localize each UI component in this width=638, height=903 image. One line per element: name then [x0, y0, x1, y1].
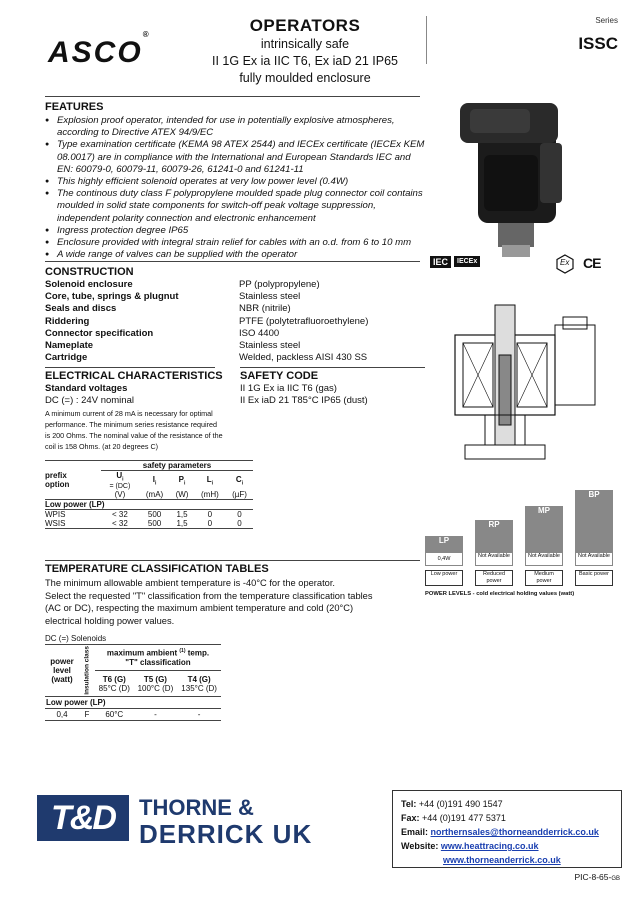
- std-voltages: Standard voltages: [45, 383, 128, 394]
- subtitle-3: fully moulded enclosure: [239, 71, 371, 85]
- tel-line: Tel: +44 (0)191 490 1547: [401, 799, 503, 809]
- feature-item: ● This highly efficient solenoid operates at very low power level (0.4W): [45, 176, 425, 188]
- power-value: Not Available: [525, 552, 563, 566]
- safety-line-1: II 1G Ex ia IIC T6 (gas): [240, 383, 337, 394]
- power-levels-caption: POWER LEVELS - cold electrical holding values (watt): [425, 591, 575, 597]
- iec-mark: IEC: [430, 256, 451, 268]
- power-value: Not Available: [575, 552, 613, 566]
- divider: [45, 96, 420, 97]
- table-row: WSIS < 32 500 1,5 0 0: [45, 518, 242, 528]
- fax-line: Fax: +44 (0)191 477 5371: [401, 813, 506, 823]
- col-c: $C_i$: [235, 474, 244, 487]
- power-bar-mp: MP: [525, 506, 563, 566]
- dc-solenoids-caption: DC (=) Solenoids: [45, 634, 107, 643]
- website-line: Website: www.heattracing.co.uk: [401, 841, 539, 851]
- dc-nominal: DC (=) : 24V nominal: [45, 395, 134, 406]
- website-link-2[interactable]: www.thorneanderrick.co.uk: [443, 855, 561, 865]
- header-divider: [426, 16, 427, 64]
- features-list: [45, 115, 425, 261]
- power-bar-lp: LP: [425, 536, 463, 566]
- temperature-text: The minimum allowable ambient temperature is -40°C for the operator. Select the requested "T" classification from the temperature classification tables (AC or DC), respecting the maximum ambient temperature and cold (20°C) electrical holding power values.: [45, 578, 373, 626]
- feature-item: ● Enclosure provided with integral strain relief for cables with an o.d. from 6 to 10 mm: [45, 237, 425, 249]
- col-p: $P_i$: [178, 474, 186, 487]
- features-heading: FEATURES: [45, 101, 104, 113]
- power-label: Medium power: [525, 570, 563, 586]
- section-label: Low power (LP): [45, 696, 221, 708]
- electrical-heading: ELECTRICAL CHARACTERISTICS: [45, 370, 223, 382]
- temperature-heading: TEMPERATURE CLASSIFICATION TABLES: [45, 563, 269, 575]
- feature-item: ● Type examination certificate (KEMA 98 ATEX 2544) and IECEx certificate (IECEx KEM 08.0017) are in compliance with the International and European Standards IEC and EN: 60079-0, 60079-11, 60079-26, 61241-0 and 61241-11: [45, 139, 425, 176]
- class-t5: T5 (G) 100°C (D): [137, 674, 174, 693]
- email-link[interactable]: northernsales@thorneandderrick.co.uk: [430, 827, 599, 837]
- construction-row: Connector specification ISO 4400: [45, 327, 280, 339]
- power-bar-bp: BP: [575, 490, 613, 566]
- unit: (W): [175, 489, 189, 499]
- power-level-header: power level (watt): [50, 656, 74, 684]
- construction-row: Core, tube, springs & plugnut Stainless steel: [45, 291, 301, 303]
- series-label: Series: [595, 16, 618, 25]
- feature-item: ● A wide range of valves can be supplied with the operator: [45, 249, 425, 261]
- col-l: $L_i$: [206, 474, 214, 487]
- table-row: 0,4 F 60°C - -: [56, 709, 201, 719]
- safety-parameters-table: [45, 460, 253, 529]
- construction-row: Seals and discs NBR (nitrile): [45, 303, 291, 315]
- page-title: OPERATORS: [249, 16, 361, 35]
- power-label: Reduced power: [475, 570, 513, 586]
- feature-item: ● The continous duty class F polypropylene moulded spade plug connector coil contains moulded in solid state components for switch-off peak voltage suppression, independent polarity connection and electronic enhancement: [45, 188, 425, 225]
- power-label: Low power: [425, 570, 463, 586]
- max-ambient-header: maximum ambient $^{(1)}$ temp. "T" classification: [95, 645, 221, 671]
- product-photo: [440, 95, 580, 265]
- class-t4: T4 (G) 135°C (D): [181, 674, 217, 693]
- construction-list: [45, 279, 425, 364]
- power-value: Not Available: [475, 552, 513, 566]
- table-row: WPIS < 32 500 1,5 0 0: [45, 509, 242, 519]
- subtitle-2: II 1G Ex ia IIC T6, Ex iaD 21 IP65: [212, 54, 398, 68]
- cross-section-diagram: [425, 295, 615, 475]
- safety-line-2: II Ex iaD 21 T85°C IP65 (dust): [240, 395, 368, 406]
- class-t6: T6 (G) 85°C (D): [98, 674, 130, 693]
- electrical-note: A minimum current of 28 mA is necessary for optimal performance. The minimum series resistance required is 200 Ohms. The nominal value of the resistance of the coil is 158 Ohms. (at 20 degrees C): [45, 409, 223, 451]
- feature-item: ● Explosion proof operator, intended for use in potentially explosive atmospheres, according to Directive ATEX 94/9/EC: [45, 115, 425, 139]
- feature-item: ● Ingress protection degree IP65: [45, 225, 425, 237]
- asco-logo: ASCO®: [48, 30, 151, 69]
- website-line-2: [401, 853, 613, 867]
- company-line-1: THORNE &: [139, 795, 254, 820]
- unit: (V): [114, 489, 126, 499]
- divider: [240, 367, 425, 368]
- construction-row: Riddering PTFE (polytetrafluoroethylene): [45, 315, 369, 327]
- insulation-header: insulation class: [83, 646, 91, 695]
- construction-row: Solenoid enclosure PP (polypropylene): [45, 279, 320, 290]
- prefix-label: prefix: [45, 470, 67, 480]
- title-block: [190, 16, 420, 87]
- contact-box: [392, 790, 622, 868]
- ce-mark: CE: [583, 255, 601, 271]
- option-label: option: [45, 479, 70, 489]
- unit: (mA): [145, 489, 164, 499]
- power-bar-rp: RP: [475, 520, 513, 566]
- construction-row: Cartridge Welded, packless AISI 430 SS: [45, 352, 368, 364]
- divider: [45, 367, 215, 368]
- unit: (µF): [232, 489, 247, 499]
- unit: (mH): [200, 489, 219, 499]
- divider: [45, 261, 420, 262]
- power-label: Basic power: [575, 570, 613, 586]
- email-line: Email: northernsales@thorneandderrick.co.uk: [401, 827, 599, 837]
- document-reference: PIC-8-65-GB: [574, 872, 620, 882]
- power-value: 0,4W: [425, 552, 463, 566]
- col-u: $U_i$ = (DC): [109, 471, 131, 490]
- series-code: ISSC: [578, 34, 618, 53]
- td-monogram: T&D: [37, 795, 129, 841]
- construction-heading: CONSTRUCTION: [45, 266, 134, 278]
- construction-row: Nameplate Stainless steel: [45, 340, 301, 352]
- divider: [45, 560, 420, 561]
- company-line-2: DERRICK UK: [139, 819, 313, 849]
- temperature-class-table: [45, 644, 221, 721]
- subtitle-1: intrinsically safe: [260, 37, 350, 51]
- safety-heading: SAFETY CODE: [240, 370, 319, 382]
- website-link-1[interactable]: www.heattracing.co.uk: [440, 841, 539, 851]
- col-i: $I_i$: [152, 474, 157, 487]
- section-label: Low power (LP): [45, 499, 253, 509]
- ex-mark: Ex: [560, 258, 570, 267]
- iecex-mark: IECEx: [454, 256, 480, 267]
- power-levels-graphic: [425, 488, 620, 588]
- group-header: safety parameters: [101, 461, 253, 471]
